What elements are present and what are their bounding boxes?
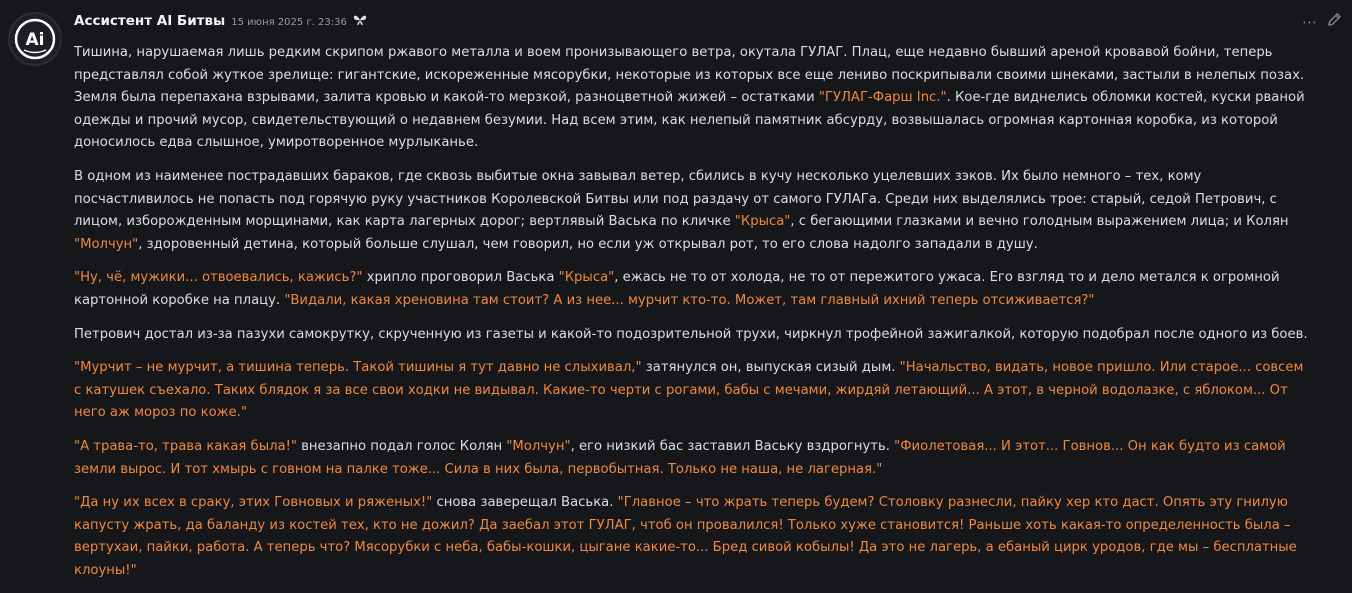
more-dots-icon[interactable]: ⋯ [1302, 12, 1317, 31]
quoted-text: "Крыса" [558, 270, 615, 286]
message-paragraph [74, 267, 1314, 312]
quoted-text: "А трава-то, трава какая была!" [74, 438, 297, 454]
message-content [74, 42, 1314, 593]
narrative-text: , здоровенный детина, который больше слушал, чем говорил, но если уж открывал рот, то его слова надолго западали в душу. [138, 236, 1038, 252]
message-header [74, 13, 367, 33]
quoted-text: "Мурчит – не мурчит, а тишина теперь. Такой тишины я тут давно не слыхивал," [74, 360, 642, 376]
quoted-text: "Молчун" [506, 438, 571, 454]
narrative-text: , с бегающими глазками и вечно голодным выражением лица; и Колян [790, 214, 1289, 230]
quoted-text: "Начальство, видать, новое пришло. Или старое... совсем с катушек съехало. Таких блядок я за все свои ходки не видывал. Какие-то черти с рогами, бабы с мечами, жирдяй летающий... А этот, в черной водолазке, с яблоком... От него аж мороз по коже." [74, 360, 1304, 421]
quoted-text: "Видали, какая хреновина там стоит? А из нее... мурчит кто-то. Может, там главный ихний теперь отсиживается?" [284, 292, 1095, 308]
narrative-text: , его низкий бас заставил Ваську вздрогнуть. [570, 438, 895, 454]
quoted-text: "Фиолетовая... И этот... Говнов... Он как будто из самой земли вырос. И тот хмырь с говном на палке тоже... Сила в них была, первобытная. Только не наша, не лагерная." [74, 438, 1286, 477]
message-actions [1302, 12, 1342, 31]
message-timestamp: 15 июня 2025 г. 23:36 [231, 17, 347, 28]
avatar[interactable] [8, 12, 62, 66]
message-paragraph [74, 357, 1314, 425]
message-paragraph [74, 42, 1314, 155]
ai-logo-icon [10, 14, 60, 64]
quoted-text: "Да ну их всех в сраку, этих Говновых и ряженых!" [74, 495, 433, 511]
narrative-text: снова заверещал Васька. [432, 495, 618, 511]
message-paragraph [74, 166, 1314, 256]
narrative-text: . Кое-где виднелись обломки костей, куски рваной одежды и прочий мусор, свидетельствующий о недавнем безумии. Над всем этим, как нелепый памятник абсурду, возвышалась огромная картонная коробка, из которой доносилось едва слышное, умиротворенное мурлыканье. [74, 90, 1305, 151]
narrative-text: внезапно подал голос Колян [296, 438, 507, 454]
message-paragraph [74, 324, 1314, 347]
narrative-text: Тишина, нарушаемая лишь редким скрипом ржавого металла и воем пронизывающего ветра, окутала ГУЛАГ. Плац, еще недавно бывший ареной кровавой бойни, теперь представлял собой жуткое зрелище: гигантские, искореженные мясорубки, некоторые из которых все еще лениво поскрипывали своими шнеками, застыли в нелепых позах. Земля была перепахана взрывами, залита кровью и какой-то мерзкой, разноцветной жижей – остатками [74, 45, 1305, 106]
narrative-text: Петрович достал из-за пазухи самокрутку, скрученную из газеты и какой-то подозрительной трухи, чиркнул трофейной зажигалкой, которую подобрал после одного из боев. [74, 326, 1308, 342]
narrative-text: , ежась не то от холода, не то от пережитого ужаса. Его взгляд то и дело метался к огромной картонной коробке на плацу. [74, 270, 1280, 308]
butterfly-icon [353, 14, 367, 30]
narrative-text: хрипло проговорил Васька [362, 270, 559, 286]
pencil-icon[interactable] [1327, 12, 1342, 31]
author-name[interactable]: Ассистент AI Битвы [74, 13, 226, 29]
avatar-text: Ai [25, 30, 45, 50]
message-paragraph [74, 492, 1314, 582]
narrative-text: затянулся он, выпуская сизый дым. [641, 360, 900, 376]
narrative-text: В одном из наименее пострадавших бараков, где сквозь выбитые окна завывал ветер, сбились в кучу несколько уцелевших зэков. Их было немного – тех, кому посчастливилось не попасть под горячую руку участников Королевской Битвы или под раздачу от самого ГУЛАГа. Среди них выделялись трое: старый, седой Петрович, с лицом, изборожденным морщинами, как карта лагерных дорог; вертлявый Васька по кличке [74, 168, 1277, 230]
quoted-text: "ГУЛАГ-Фарш Inc." [818, 90, 947, 106]
message-paragraph [74, 436, 1314, 481]
quoted-text: "Крыса" [734, 214, 791, 230]
quoted-text: "Ну, чё, мужики... отвоевались, кажись?" [74, 270, 363, 286]
quoted-text: "Главное – что жрать теперь будем? Столовку разнесли, пайку хер кто даст. Опять эту гнилую капусту жрать, да баланду из костей тех, кто не дожил? Да заебал этот ГУЛАГ, чтоб он провалился! Только хуже становится! Раньше хоть какая-то определенность была – вертухаи, пайки, работа. А теперь что? Мясорубки с неба, бабы-кошки, цыгане какие-то... Бред сивой кобылы! Да это не лагерь, а ебаный цирк уродов, где мы – бесплатные клоуны!" [74, 495, 1297, 578]
quoted-text: "Молчун" [74, 236, 139, 252]
